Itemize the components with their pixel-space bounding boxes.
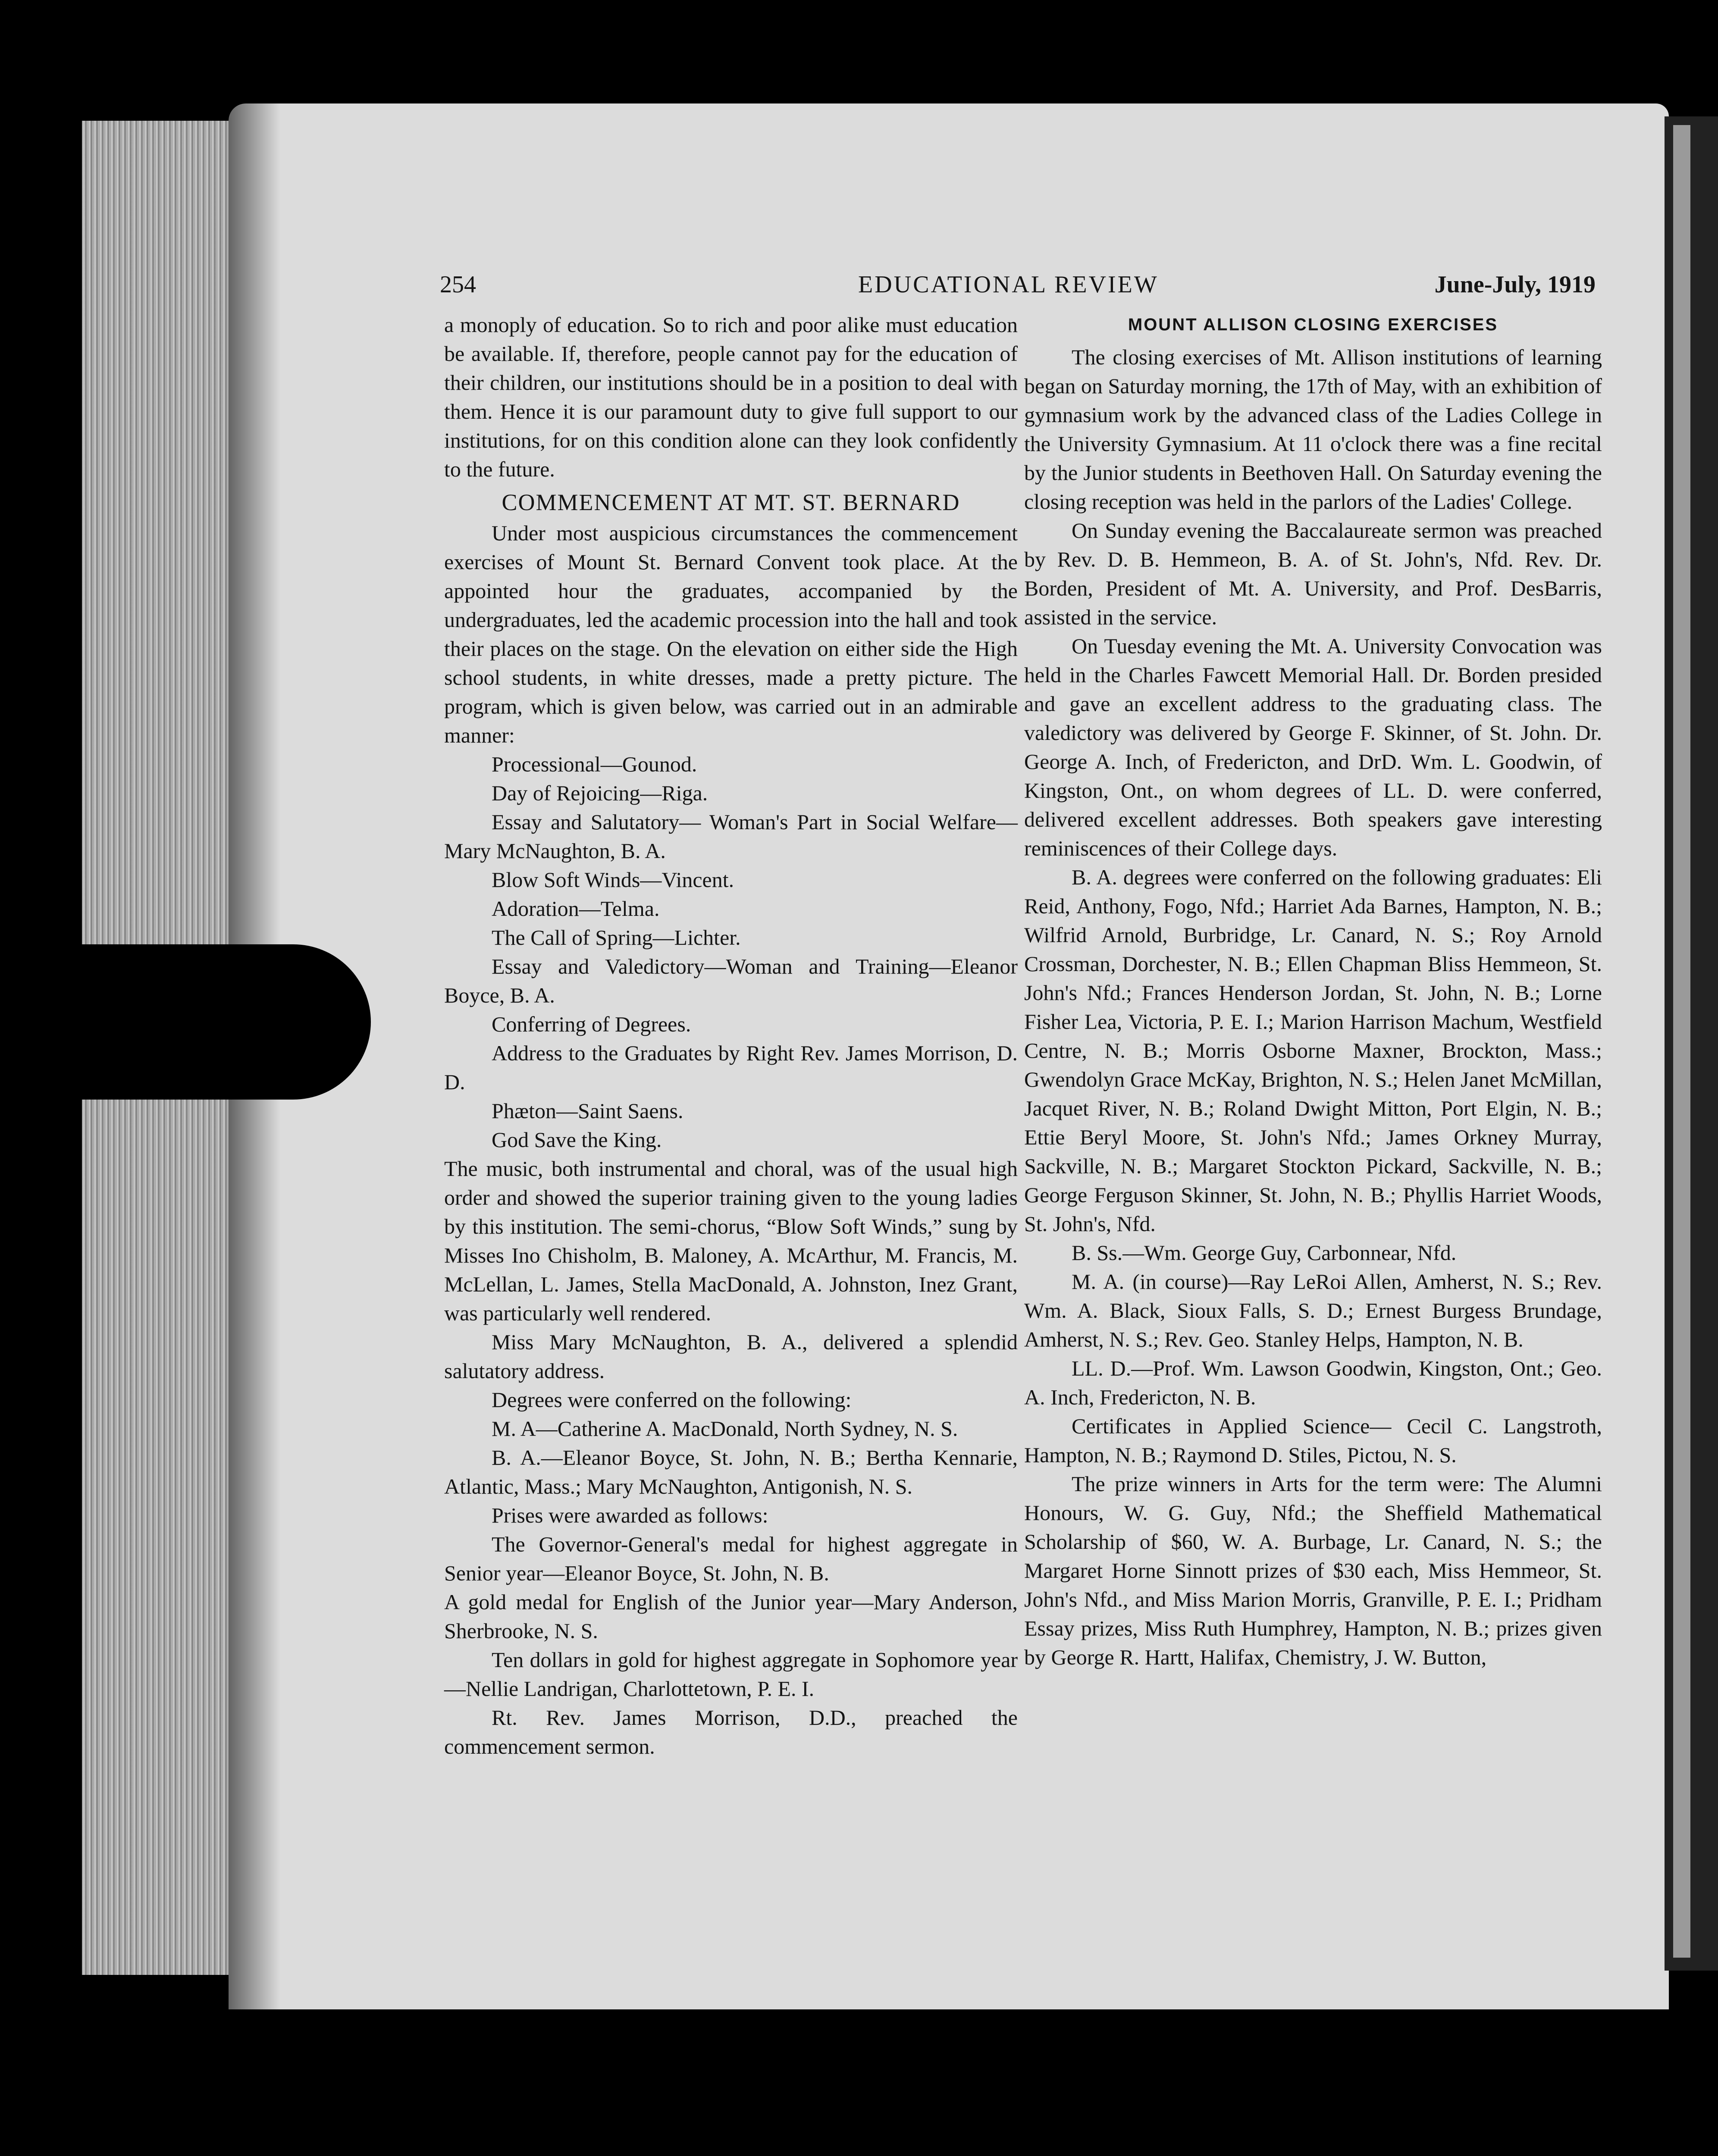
paragraph: M. A. (in course)—Ray LeRoi Allen, Amherst, N. S.; Rev. Wm. A. Black, Sioux Falls, S. D.; Ernest Burgess Brundage, Amherst, N. S.; Rev. Geo. Stanley Helps, Hampton, N. B. [1024,1269,1602,1351]
paragraph: On Sunday evening the Baccalaureate sermon was preached by Rev. D. B. Hemmeon, B. A. of St. John's, Nfd. Rev. Dr. Borden, President of Mt. A. University, and Prof. DesBarris, assisted in the service. [1024,518,1602,629]
program-item: The Call of Spring—Lichter. [492,925,741,950]
paragraph: The prize winners in Arts for the term were: The Alumni Honours, W. G. Guy, Nfd.; the Sheffield Mathematical Scholarship of $60, W. A. Burbage, Lr. Canard, N. S.; the Margaret Horne Sinnott prizes of $30 each, Miss Hemmeor, St. John's Nfd., and Miss Marion Morris, Granville, P. E. I.; Pridham Essay prizes, Miss Ruth Humphrey, Hampton, N. B.; prizes given by George R. Hartt, Halifax, Chemistry, J. W. Button, [1024,1472,1602,1669]
paragraph: On Tuesday evening the Mt. A. University Convocation was held in the Charles Fawcett Memorial Hall. Dr. Borden presided and gave an excellent address to the graduating class. The valedictory was delivered by George F. Skinner, of St. John. Dr. George A. Inch, of Fredericton, and DrD. Wm. L. Goodwin, of Kingston, Ont., on whom degrees of LL. D. were conferred, delivered excellent addresses. Both speakers gave interesting reminiscences of their College days. [1024,634,1602,860]
paragraph: Certificates in Applied Science— Cecil C. Langstroth, Hampton, N. B.; Raymond D. Stiles, Pictou, N. S. [1024,1414,1602,1467]
issue-date: June-July, 1919 [1434,271,1596,298]
facing-page-sliver [1673,125,1690,1958]
paragraph: Miss Mary McNaughton, B. A., delivered a splendid salutatory address. [444,1330,1018,1383]
paragraph: The Governor-General's medal for highest aggregate in Senior year—Eleanor Boyce, St. John, N. B. [444,1532,1018,1585]
article-heading-mt-st-bernard: COMMENCEMENT AT MT. ST. BERNARD [502,489,960,515]
paragraph: Ten dollars in gold for highest aggregate in Sophomore year—Nellie Landrigan, Charlottetown, P. E. I. [444,1648,1018,1701]
thumb-shadow [0,944,371,1100]
article-heading-mount-allison: MOUNT ALLISON CLOSING EXERCISES [1128,315,1499,334]
left-column [444,310,1018,1761]
paragraph: B. Ss.—Wm. George Guy, Carbonnear, Nfd. [1072,1241,1457,1265]
paragraph: The closing exercises of Mt. Allison institutions of learning began on Saturday morning, the 17th of May, with an exhibition of gymnasium work by the advanced class of the Ladies College in the University Gymnasium. At 11 o'clock there was a fine recital by the Junior students in Beethoven Hall. On Saturday evening the closing reception was held in the parlors of the Ladies' College. [1024,345,1602,514]
program-item: God Save the King. [492,1128,662,1152]
right-column [1024,310,1602,1672]
paragraph: Rt. Rev. James Morrison, D.D., preached the commencement sermon. [444,1705,1018,1758]
journal-title: EDUCATIONAL REVIEW [858,271,1159,298]
paragraph: B. A.—Eleanor Boyce, St. John, N. B.; Bertha Kennarie, Atlantic, Mass.; Mary McNaughton, Antigonish, N. S. [444,1445,1018,1498]
program-item: Adoration—Telma. [492,896,660,921]
program-item: Blow Soft Winds—Vincent. [492,868,734,892]
paragraph: The music, both instrumental and choral, was of the usual high order and showed the superior training given to the young ladies by this institution. The semi-chorus, “Blow Soft Winds,” sung by Misses Ino Chisholm, B. Maloney, A. McArthur, M. Francis, M. McLellan, L. James, Stella MacDonald, A. Johnston, Inez Grant, was particularly well rendered. [444,1156,1018,1325]
program-item: Essay and Valedictory—Woman and Training—Eleanor Boyce, B. A. [444,954,1018,1007]
program-item: Essay and Salutatory— Woman's Part in Social Welfare—Mary McNaughton, B. A. [444,810,1018,863]
paragraph: Prises were awarded as follows: [492,1503,768,1527]
program-item: Conferring of Degrees. [492,1012,691,1036]
program-item: Day of Rejoicing—Riga. [492,781,708,805]
program-item: Phæton—Saint Saens. [492,1099,683,1123]
program-item: Processional—Gounod. [492,752,697,776]
continued-paragraph: a monoply of education. So to rich and poor alike must education be available. If, therefore, people cannot pay for the education of their children, our institutions should be in a position to deal with them. Hence it is our paramount duty to give full support to our institutions, for on this condition alone can they look confidently to the future. [444,313,1018,481]
running-head [440,258,1596,310]
paragraph: A gold medal for English of the Junior year—Mary Anderson, Sherbrooke, N. S. [444,1590,1018,1643]
paragraph: Degrees were conferred on the following: [492,1388,852,1412]
paragraph-intro: Under most auspicious circumstances the commencement exercises of Mount St. Bernard Convent took place. At the appointed hour the graduates, accompanied by the undergraduates, led the academic procession into the hall and took their places on the stage. On the elevation on either side the High school students, in white dresses, made a pretty picture. The program, which is given below, was carried out in an admirable manner: [444,521,1018,747]
paragraph: B. A. degrees were conferred on the following graduates: Eli Reid, Anthony, Fogo, Nfd.; Harriet Ada Barnes, Hampton, N. B.; Wilfrid Arnold, Burbridge, Lr. Canard, N. S.; Roy Arnold Crossman, Dorchester, N. B.; Ellen Chapman Bliss Hemmeon, St. John's Nfd.; Frances Henderson Jordan, St. John, N. B.; Lorne Fisher Lea, Victoria, P. E. I.; Marion Harrison Machum, Westfield Centre, N. B.; Morris Osborne Maxner, Brockton, Mass.; Gwendolyn Grace McKay, Brighton, N. S.; Helen Janet McMillan, Jacquet River, N. B.; Roland Dwight Mitton, Port Elgin, N. B.; Ettie Beryl Moore, St. John's Nfd.; James Orkney Murray, Sackville, N. B.; Margaret Stockton Pickard, Sackville, N. B.; George Ferguson Skinner, St. John, N. B.; Phyllis Harriet Woods, St. John's, Nfd. [1024,865,1602,1236]
paragraph: M. A—Catherine A. MacDonald, North Sydney, N. S. [492,1416,958,1441]
facing-page-edge [1665,116,1718,1971]
program-item: Address to the Graduates by Right Rev. James Morrison, D. D. [444,1041,1018,1094]
paragraph: LL. D.—Prof. Wm. Lawson Goodwin, Kingston, Ont.; Geo. A. Inch, Fredericton, N. B. [1024,1356,1602,1409]
page-number: 254 [440,271,476,298]
